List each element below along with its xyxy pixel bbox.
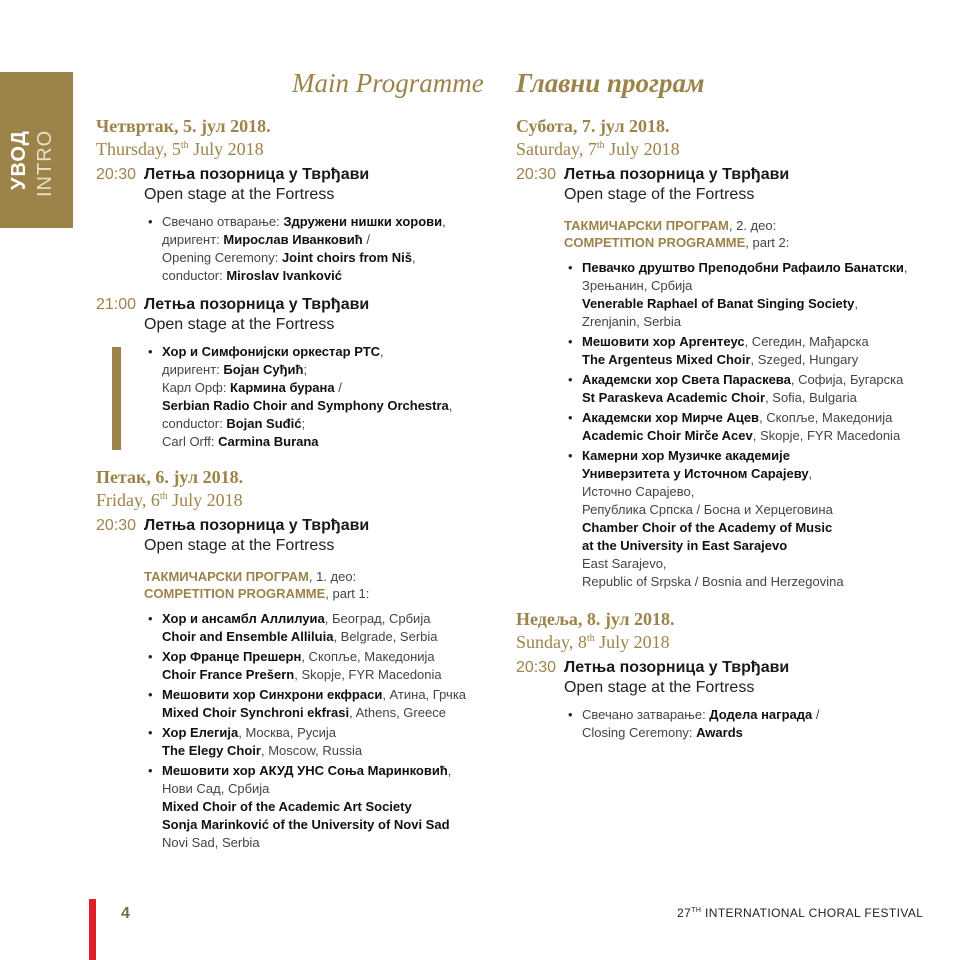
detail-text: , Скопље, Македонија — [301, 649, 435, 664]
footer-festival-title: INTERNATIONAL CHORAL FESTIVAL — [701, 906, 924, 920]
list-item — [144, 648, 496, 684]
detail-text: , — [411, 250, 416, 265]
performer-name: at the University in East Sarajevo — [582, 538, 788, 553]
day-heading-en-ordinal: th — [180, 140, 189, 151]
performer-name: Здружени нишки хорови — [283, 214, 443, 229]
detail-text: , Athens, Greece — [349, 705, 446, 720]
list-item-line — [582, 447, 916, 465]
list-item-line — [582, 573, 916, 591]
list-item-line — [162, 231, 496, 249]
detail-text: , Skopje, FYR Macedonia — [752, 428, 901, 443]
competition-label-sr — [564, 217, 916, 234]
highlight-bar — [112, 347, 121, 450]
venue-en: Open stage at the Fortress — [564, 679, 755, 696]
event — [516, 658, 916, 746]
performer-name: Мешовити хор АКУД УНС Соња Маринковић — [162, 763, 448, 778]
detail-text: , — [903, 260, 908, 275]
list-item — [144, 213, 496, 285]
performer-list — [144, 213, 496, 285]
detail-text: , Скопље, Македонија — [759, 410, 893, 425]
performer-name: Певачко друштво Преподобни Рафаило Банатски — [582, 260, 904, 275]
competition-title-en: COMPETITION PROGRAMME — [144, 586, 326, 601]
day-heading-en-date: Friday, 6 — [96, 490, 160, 510]
detail-text: , Belgrade, Serbia — [333, 629, 438, 644]
detail-text: , Skopje, FYR Macedonia — [294, 667, 442, 682]
performer-name: Мирослав Иванковић — [223, 232, 363, 247]
performer-name: Академски хор Мирче Ацев — [582, 410, 760, 425]
list-item-line — [582, 389, 916, 407]
performer-name: Мешовити хор Аргентеус — [582, 334, 745, 349]
competition-label-sr — [144, 568, 496, 585]
performer-name: Камерни хор Музичке академије — [582, 448, 790, 463]
detail-text: East Sarajevo, — [582, 556, 667, 571]
detail-text: Zrenjanin, Serbia — [582, 314, 681, 329]
detail-text: Источно Сарајево, — [582, 484, 695, 499]
list-item — [144, 610, 496, 646]
venue-en: Open stage of the Fortress — [564, 186, 755, 203]
column-right — [516, 116, 916, 754]
list-item-line — [162, 213, 496, 231]
detail-text: , — [808, 466, 813, 481]
list-item-line — [162, 628, 496, 646]
performer-name: Mixed Choir Synchroni ekfrasi — [162, 705, 350, 720]
list-item-line — [582, 724, 916, 742]
list-item-line — [162, 686, 496, 704]
event — [516, 165, 916, 595]
day-heading-en-rest: July 2018 — [604, 139, 680, 159]
list-item-line — [162, 343, 496, 361]
day-heading-en — [96, 136, 496, 159]
competition-label — [564, 217, 916, 251]
performer-name: The Argenteus Mixed Choir — [582, 352, 751, 367]
event — [96, 295, 496, 455]
venue-sr: Летња позорница у Тврђави — [144, 517, 370, 534]
detail-text: , Софија, Бугарска — [790, 372, 904, 387]
day-heading-en — [96, 487, 496, 510]
competition-part-en: , part 2: — [745, 235, 790, 250]
day-heading-en-rest: July 2018 — [594, 632, 670, 652]
day-block — [96, 116, 496, 455]
day-block — [96, 467, 496, 856]
detail-text: ; — [303, 362, 308, 377]
detail-text: , — [448, 398, 453, 413]
performer-name: Venerable Raphael of Banat Singing Society — [582, 296, 855, 311]
section-tab-intro[interactable] — [0, 72, 73, 228]
detail-text: Novi Sad, Serbia — [162, 835, 260, 850]
day-heading-en — [516, 136, 916, 159]
venue-en: Open stage at the Fortress — [144, 316, 335, 333]
detail-text: , Moscow, Russia — [260, 743, 363, 758]
list-item-line — [582, 427, 916, 445]
venue-sr: Летња позорница у Тврђави — [144, 296, 370, 313]
list-item-line — [582, 483, 916, 501]
list-item — [144, 686, 496, 722]
detail-text: , Београд, Србија — [324, 611, 431, 626]
performer-list — [564, 259, 916, 591]
performer-name: Awards — [696, 725, 743, 740]
performer-name: Мешовити хор Синхрони екфраси — [162, 687, 383, 702]
list-item-line — [582, 277, 916, 295]
performer-list — [564, 706, 916, 742]
list-item-line — [162, 704, 496, 722]
detail-text: conductor: — [162, 416, 227, 431]
venue-sr: Летња позорница у Тврђави — [564, 166, 790, 183]
detail-text: / — [362, 232, 370, 247]
detail-text: Нови Сад, Србија — [162, 781, 270, 796]
detail-text: Closing Ceremony: — [582, 725, 697, 740]
performer-name: Хор Елегија — [162, 725, 239, 740]
competition-title-sr: ТАКМИЧАРСКИ ПРОГРАМ — [564, 218, 729, 233]
list-item-line — [162, 610, 496, 628]
detail-text: , — [854, 296, 858, 311]
list-item-line — [582, 371, 916, 389]
competition-title-en: COMPETITION PROGRAMME — [564, 235, 746, 250]
detail-text: Republic of Srpska / Bosnia and Herzegovina — [582, 574, 844, 589]
competition-label-en — [564, 234, 916, 251]
performer-name: The Elegy Choir — [162, 743, 261, 758]
event-body — [564, 165, 916, 595]
competition-part-en: , part 1: — [325, 586, 370, 601]
day-heading-en — [516, 629, 916, 652]
detail-text: / — [812, 707, 820, 722]
list-item — [144, 343, 496, 451]
performer-name: Хор Франце Прешерн — [162, 649, 302, 664]
list-item-line — [582, 555, 916, 573]
day-heading-sr: Субота, 7. јул 2018. — [516, 116, 670, 136]
competition-label — [144, 568, 496, 602]
performer-name: Бојан Суђић — [223, 362, 304, 377]
list-item — [144, 724, 496, 760]
list-item — [564, 409, 916, 445]
list-item — [144, 762, 496, 852]
page-title-sr: Главни програм — [516, 68, 705, 98]
detail-text: Зрењанин, Србија — [582, 278, 693, 293]
detail-text: , Сегедин, Мађарска — [744, 334, 869, 349]
list-item-line — [162, 379, 496, 397]
event — [96, 516, 496, 856]
performer-name: Joint choirs from Niš — [281, 250, 412, 265]
footer-edition-suffix: TH — [691, 907, 702, 914]
list-item-line — [162, 780, 496, 798]
detail-text: Карл Орф: — [162, 380, 231, 395]
performer-name: Choir and Ensemble Alliluia — [162, 629, 334, 644]
day-heading-en-rest: July 2018 — [167, 490, 243, 510]
detail-text: , Sofia, Bulgaria — [765, 390, 857, 405]
competition-title-sr: ТАКМИЧАРСКИ ПРОГРАМ — [144, 569, 309, 584]
list-item-line — [162, 397, 496, 415]
section-tab-label-en: INTRO — [34, 129, 56, 197]
footer-accent-bar — [89, 899, 96, 960]
event — [96, 165, 496, 289]
list-item-line — [162, 267, 496, 285]
detail-text: conductor: — [162, 268, 227, 283]
list-item-line — [162, 249, 496, 267]
event-body — [144, 295, 496, 455]
detail-text: / — [334, 380, 342, 395]
list-item-line — [582, 295, 916, 313]
list-item-line — [582, 409, 916, 427]
detail-text: Република Српска / Босна и Херцеговина — [582, 502, 833, 517]
list-item-line — [162, 798, 496, 816]
detail-text: , — [442, 214, 446, 229]
performer-name: Академски хор Света Параскева — [582, 372, 791, 387]
venue-en: Open stage at the Fortress — [144, 186, 335, 203]
detail-text: , Szeged, Hungary — [750, 352, 859, 367]
detail-text: Свечано затварање: — [582, 707, 710, 722]
event-body — [144, 516, 496, 856]
detail-text: , — [447, 763, 452, 778]
list-item-line — [162, 742, 496, 760]
performer-name: Додела награда — [709, 707, 813, 722]
event-body — [144, 165, 496, 289]
day-heading-en-date: Sunday, 8 — [516, 632, 587, 652]
detail-text: Свечано отварање: — [162, 214, 284, 229]
performer-name: Универзитета у Источном Сарајеву — [582, 466, 809, 481]
detail-text: Carl Orff: — [162, 434, 219, 449]
list-item-line — [162, 415, 496, 433]
day-heading-sr: Недеља, 8. јул 2018. — [516, 609, 675, 629]
event-time: 20:30 — [96, 166, 137, 183]
list-item-line — [162, 816, 496, 834]
performer-name: Sonja Marinković of the University of Novi Sad — [162, 817, 450, 832]
footer-edition-number: 27 — [677, 906, 692, 920]
performer-name: Bojan Suđić — [226, 416, 302, 431]
list-item — [564, 706, 916, 742]
performer-name: Miroslav Ivanković — [226, 268, 342, 283]
day-heading-en-ordinal: th — [159, 491, 168, 502]
day-heading-sr: Петак, 6. јул 2018. — [96, 467, 244, 487]
detail-text: Opening Ceremony: — [162, 250, 282, 265]
page-title-en: Main Programme — [292, 68, 484, 98]
detail-text: , Москва, Русија — [238, 725, 336, 740]
detail-text: диригент: — [162, 362, 224, 377]
footer-festival-name — [677, 906, 923, 920]
competition-label-en — [144, 585, 496, 602]
list-item — [564, 447, 916, 591]
performer-name: Хор и Симфонијски оркестар РТС — [162, 344, 381, 359]
competition-part-sr: , 2. део: — [728, 218, 777, 233]
day-heading-en-date: Saturday, 7 — [516, 139, 597, 159]
list-item-line — [582, 465, 916, 483]
list-item — [564, 333, 916, 369]
performer-name: Chamber Choir of the Academy of Music — [582, 520, 833, 535]
list-item-line — [582, 333, 916, 351]
list-item-line — [582, 519, 916, 537]
venue-sr: Летња позорница у Тврђави — [564, 659, 790, 676]
list-item-line — [582, 501, 916, 519]
performer-list — [144, 610, 496, 852]
list-item-line — [162, 666, 496, 684]
day-block — [516, 116, 916, 595]
detail-text: , Атина, Грчка — [382, 687, 467, 702]
detail-text: , — [380, 344, 384, 359]
list-item-line — [162, 648, 496, 666]
list-item-line — [162, 762, 496, 780]
performer-name: Кармина бурана — [230, 380, 335, 395]
venue-sr: Летња позорница у Тврђави — [144, 166, 370, 183]
performer-name: St Paraskeva Academic Choir — [582, 390, 766, 405]
performer-name: Mixed Choir of the Academic Art Society — [162, 799, 412, 814]
venue-en: Open stage at the Fortress — [144, 537, 335, 554]
detail-text: диригент: — [162, 232, 224, 247]
day-heading-en-date: Thursday, 5 — [96, 139, 181, 159]
list-item — [564, 371, 916, 407]
list-item-line — [582, 537, 916, 555]
performer-name: Carmina Burana — [218, 434, 319, 449]
performer-name: Хор и ансамбл Аллилуиа — [162, 611, 325, 626]
day-block — [516, 609, 916, 746]
column-left — [96, 116, 496, 864]
event-time: 20:30 — [516, 166, 557, 183]
day-heading-en-ordinal: th — [586, 633, 595, 644]
list-item-line — [582, 313, 916, 331]
list-item-line — [582, 351, 916, 369]
list-item-line — [582, 706, 916, 724]
list-item-line — [162, 433, 496, 451]
page-number: 4 — [121, 905, 130, 922]
detail-text: ; — [301, 416, 306, 431]
list-item-line — [162, 834, 496, 852]
performer-list — [144, 343, 496, 451]
section-tab-label-sr: УВОД — [8, 130, 30, 190]
day-heading-sr: Четвртак, 5. јул 2018. — [96, 116, 271, 136]
day-heading-en-rest: July 2018 — [188, 139, 264, 159]
list-item-line — [582, 259, 916, 277]
list-item — [564, 259, 916, 331]
event-time: 21:00 — [96, 296, 137, 313]
day-heading-en-ordinal: th — [596, 140, 605, 151]
list-item-line — [162, 361, 496, 379]
list-item-line — [162, 724, 496, 742]
event-time: 20:30 — [516, 659, 557, 676]
performer-name: Choir France Prešern — [162, 667, 295, 682]
event-body — [564, 658, 916, 746]
event-time: 20:30 — [96, 517, 137, 534]
competition-part-sr: , 1. део: — [308, 569, 357, 584]
performer-name: Serbian Radio Choir and Symphony Orchestra — [162, 398, 449, 413]
performer-name: Academic Choir Mirče Acev — [582, 428, 753, 443]
